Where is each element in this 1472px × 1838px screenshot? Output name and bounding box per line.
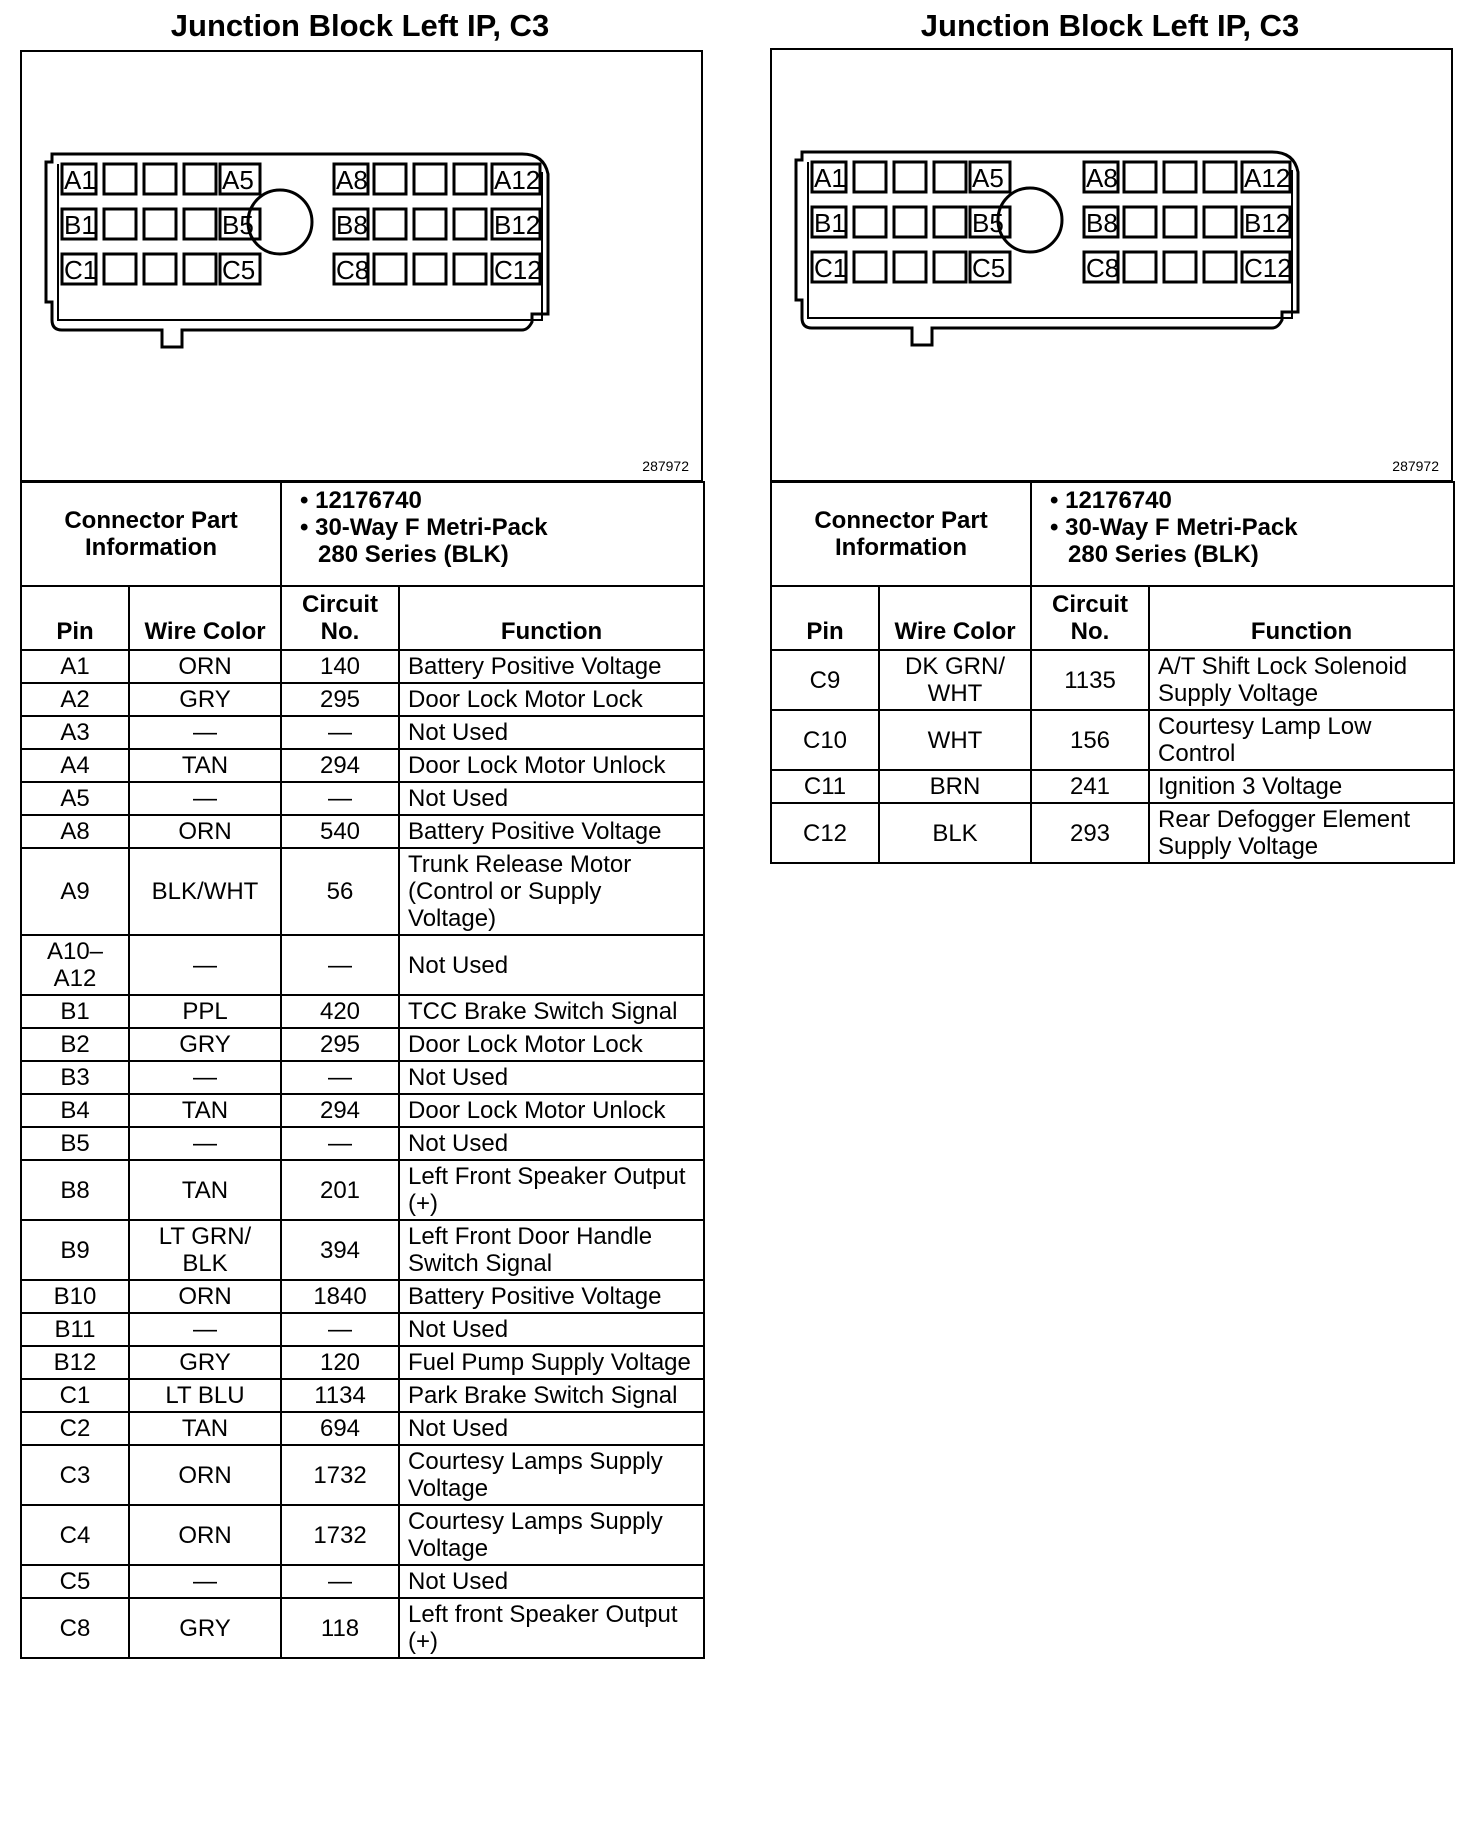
table-row	[21, 995, 704, 1028]
wire-color-cell: —	[129, 1313, 281, 1346]
pin-cavity	[374, 164, 406, 194]
circuit-cell: 294	[281, 749, 399, 782]
wire-color-cell: TAN	[129, 749, 281, 782]
circuit-cell: 295	[281, 1028, 399, 1061]
pin-label: C1	[64, 255, 98, 285]
pin-cell: B8	[21, 1160, 129, 1220]
right-header-pin: Pin	[771, 586, 879, 650]
pin-cell: B5	[21, 1127, 129, 1160]
pin-label: C12	[1244, 253, 1292, 283]
function-cell: Not Used	[399, 1565, 704, 1598]
function-cell: Ignition 3 Voltage	[1149, 770, 1454, 803]
function-cell: Door Lock Motor Unlock	[399, 749, 704, 782]
circuit-cell: —	[281, 782, 399, 815]
pin-cell: A5	[21, 782, 129, 815]
left-header-pin: Pin	[21, 586, 129, 650]
pin-cavity	[1124, 207, 1156, 237]
table-row	[21, 1505, 704, 1565]
pin-cavity	[1124, 162, 1156, 192]
function-cell: Park Brake Switch Signal	[399, 1379, 704, 1412]
circuit-cell: 1135	[1031, 650, 1149, 710]
pin-cavity	[414, 209, 446, 239]
function-cell: Courtesy Lamps Supply Voltage	[399, 1505, 704, 1565]
right-part-desc-1: 30-Way F Metri-Pack	[1065, 514, 1298, 541]
wire-color-cell: —	[129, 716, 281, 749]
function-cell: Door Lock Motor Lock	[399, 683, 704, 716]
pin-cavity	[184, 254, 216, 284]
right-pin-table	[770, 481, 1455, 864]
pin-cavity	[854, 162, 886, 192]
connector-body	[796, 152, 1298, 345]
table-row	[21, 1094, 704, 1127]
pin-cavity	[104, 164, 136, 194]
wire-color-cell: GRY	[129, 1346, 281, 1379]
table-row	[21, 1028, 704, 1061]
circuit-cell: 295	[281, 683, 399, 716]
wire-color-cell: BLK/WHT	[129, 848, 281, 935]
pin-cell: B11	[21, 1313, 129, 1346]
table-row	[21, 749, 704, 782]
function-cell: Not Used	[399, 1313, 704, 1346]
function-cell: Left front Speaker Output (+)	[399, 1598, 704, 1658]
function-cell: Courtesy Lamp Low Control	[1149, 710, 1454, 770]
left-header-wire: Wire Color	[129, 586, 281, 650]
pin-cell: B10	[21, 1280, 129, 1313]
table-row	[771, 803, 1454, 863]
pin-label: C8	[1086, 253, 1120, 283]
circuit-cell: 293	[1031, 803, 1149, 863]
function-cell: Not Used	[399, 1127, 704, 1160]
pin-cell: C9	[771, 650, 879, 710]
circuit-cell: —	[281, 1127, 399, 1160]
left-connector-drawing	[22, 52, 702, 482]
pin-cavity	[104, 209, 136, 239]
pin-label: A12	[494, 165, 541, 195]
right-part-number: 12176740	[1065, 487, 1172, 514]
circuit-cell: 294	[281, 1094, 399, 1127]
table-row	[21, 650, 704, 683]
table-row	[21, 1346, 704, 1379]
wire-color-cell: —	[129, 782, 281, 815]
left-part-number: 12176740	[315, 487, 422, 514]
center-hole	[248, 190, 312, 254]
right-connector-part-label: Connector Part Information	[771, 482, 1031, 586]
pin-label: B12	[1244, 208, 1291, 238]
wire-color-cell: LT BLU	[129, 1379, 281, 1412]
left-part-desc-2: 280 Series (BLK)	[318, 541, 509, 568]
pin-label: A8	[336, 165, 368, 195]
pin-label: B8	[336, 210, 368, 240]
circuit-cell: 120	[281, 1346, 399, 1379]
left-connector-diagram	[20, 50, 703, 482]
wire-color-cell: DK GRN/ WHT	[879, 650, 1031, 710]
right-header-circuit: Circuit No.	[1031, 586, 1149, 650]
pin-label: A1	[64, 165, 96, 195]
pin-cell: A4	[21, 749, 129, 782]
wire-color-cell: GRY	[129, 1028, 281, 1061]
circuit-cell: 201	[281, 1160, 399, 1220]
table-row	[21, 935, 704, 995]
wire-color-cell: —	[129, 1127, 281, 1160]
pin-cell: B12	[21, 1346, 129, 1379]
wire-color-cell: GRY	[129, 1598, 281, 1658]
pin-cell: C3	[21, 1445, 129, 1505]
pin-cell: C2	[21, 1412, 129, 1445]
pin-cavity	[374, 209, 406, 239]
pin-cavity	[1204, 162, 1236, 192]
pin-cell: C8	[21, 1598, 129, 1658]
pin-cell: C1	[21, 1379, 129, 1412]
pin-cavity	[144, 254, 176, 284]
left-pin-table	[20, 481, 705, 1659]
circuit-cell: 1732	[281, 1445, 399, 1505]
pin-cell: A10–A12	[21, 935, 129, 995]
pin-cavity	[934, 207, 966, 237]
table-row	[21, 683, 704, 716]
pin-cavity	[934, 252, 966, 282]
pin-label: A1	[814, 163, 846, 193]
function-cell: Not Used	[399, 935, 704, 995]
table-row	[21, 1379, 704, 1412]
table-row	[21, 1445, 704, 1505]
function-cell: Not Used	[399, 1061, 704, 1094]
table-row	[771, 650, 1454, 710]
table-row	[21, 782, 704, 815]
wire-color-cell: TAN	[129, 1094, 281, 1127]
pin-cell: A1	[21, 650, 129, 683]
pin-cell: C5	[21, 1565, 129, 1598]
circuit-cell: 1732	[281, 1505, 399, 1565]
pin-cell: A3	[21, 716, 129, 749]
circuit-cell: 1134	[281, 1379, 399, 1412]
function-cell: Courtesy Lamps Supply Voltage	[399, 1445, 704, 1505]
function-cell: Door Lock Motor Lock	[399, 1028, 704, 1061]
circuit-cell: 56	[281, 848, 399, 935]
table-row	[21, 1220, 704, 1280]
wire-color-cell: LT GRN/ BLK	[129, 1220, 281, 1280]
function-cell: Battery Positive Voltage	[399, 1280, 704, 1313]
function-cell: Trunk Release Motor (Control or Supply Voltage)	[399, 848, 704, 935]
pin-label: C8	[336, 255, 370, 285]
pin-cell: B4	[21, 1094, 129, 1127]
wire-color-cell: TAN	[129, 1160, 281, 1220]
wire-color-cell: ORN	[129, 1505, 281, 1565]
pin-cavity	[454, 164, 486, 194]
wire-color-cell: BRN	[879, 770, 1031, 803]
pin-cell: B2	[21, 1028, 129, 1061]
left-header-circuit: Circuit No.	[281, 586, 399, 650]
circuit-cell: 694	[281, 1412, 399, 1445]
circuit-cell: 156	[1031, 710, 1149, 770]
pin-cavity	[854, 252, 886, 282]
function-cell: Rear Defogger Element Supply Voltage	[1149, 803, 1454, 863]
table-row	[21, 1598, 704, 1658]
pin-cavity	[1164, 252, 1196, 282]
table-row	[21, 1127, 704, 1160]
wire-color-cell: —	[129, 935, 281, 995]
pin-label: A8	[1086, 163, 1118, 193]
pin-cavity	[454, 209, 486, 239]
circuit-cell: 540	[281, 815, 399, 848]
circuit-cell: —	[281, 716, 399, 749]
pin-cell: A2	[21, 683, 129, 716]
pin-label: B5	[222, 210, 254, 240]
circuit-cell: 241	[1031, 770, 1149, 803]
table-row	[21, 1280, 704, 1313]
pin-label: B1	[64, 210, 96, 240]
function-cell: Left Front Door Handle Switch Signal	[399, 1220, 704, 1280]
pin-label: A12	[1244, 163, 1291, 193]
pin-cavity	[1204, 252, 1236, 282]
table-row	[21, 1412, 704, 1445]
pin-cavity	[454, 254, 486, 284]
right-header-function: Function	[1149, 586, 1454, 650]
pin-cavity	[894, 162, 926, 192]
wire-color-cell: ORN	[129, 1280, 281, 1313]
circuit-cell: 140	[281, 650, 399, 683]
pin-cavity	[104, 254, 136, 284]
pin-label: C5	[222, 255, 256, 285]
circuit-cell: —	[281, 935, 399, 995]
pin-label: A5	[222, 165, 254, 195]
left-header-function: Function	[399, 586, 704, 650]
pin-cell: C4	[21, 1505, 129, 1565]
function-cell: Not Used	[399, 716, 704, 749]
pin-cavity	[894, 207, 926, 237]
pin-cavity	[144, 209, 176, 239]
pin-cell: B3	[21, 1061, 129, 1094]
function-cell: TCC Brake Switch Signal	[399, 995, 704, 1028]
circuit-cell: 1840	[281, 1280, 399, 1313]
circuit-cell: 394	[281, 1220, 399, 1280]
pin-cavity	[894, 252, 926, 282]
pin-cell: B1	[21, 995, 129, 1028]
pin-label: B12	[494, 210, 541, 240]
function-cell: Not Used	[399, 782, 704, 815]
right-connector-diagram	[770, 48, 1453, 482]
wire-color-cell: ORN	[129, 1445, 281, 1505]
left-part-desc-1: 30-Way F Metri-Pack	[315, 514, 548, 541]
circuit-cell: 420	[281, 995, 399, 1028]
pin-cavity	[1164, 162, 1196, 192]
wire-color-cell: WHT	[879, 710, 1031, 770]
table-row	[21, 815, 704, 848]
table-row	[771, 770, 1454, 803]
wire-color-cell: ORN	[129, 650, 281, 683]
pin-cavity	[1204, 207, 1236, 237]
left-title: Junction Block Left IP, C3	[170, 8, 550, 43]
function-cell: Door Lock Motor Unlock	[399, 1094, 704, 1127]
pin-cavity	[1164, 207, 1196, 237]
circuit-cell: —	[281, 1565, 399, 1598]
table-row	[21, 716, 704, 749]
pin-label: C1	[814, 253, 848, 283]
pin-label: C12	[494, 255, 542, 285]
table-row	[21, 1160, 704, 1220]
left-connector-part-info: • 12176740 • 30-Way F Metri-Pack 280 Series (BLK)	[281, 482, 704, 586]
center-hole	[998, 188, 1062, 252]
pin-cavity	[934, 162, 966, 192]
table-row	[21, 1565, 704, 1598]
pin-cavity	[854, 207, 886, 237]
right-connector-drawing	[772, 50, 1452, 480]
right-figure-id: 287972	[1392, 458, 1439, 474]
wire-color-cell: —	[129, 1565, 281, 1598]
pin-label: C5	[972, 253, 1006, 283]
pin-cell: C10	[771, 710, 879, 770]
left-connector-part-label: Connector Part Information	[21, 482, 281, 586]
pin-label: B8	[1086, 208, 1118, 238]
right-connector-part-info: • 12176740 • 30-Way F Metri-Pack 280 Series (BLK)	[1031, 482, 1454, 586]
circuit-cell: —	[281, 1061, 399, 1094]
right-header-wire: Wire Color	[879, 586, 1031, 650]
function-cell: Not Used	[399, 1412, 704, 1445]
pin-cavity	[414, 164, 446, 194]
wire-color-cell: ORN	[129, 815, 281, 848]
pin-cell: A8	[21, 815, 129, 848]
pin-cell: A9	[21, 848, 129, 935]
pin-cavity	[184, 164, 216, 194]
function-cell: A/T Shift Lock Solenoid Supply Voltage	[1149, 650, 1454, 710]
function-cell: Battery Positive Voltage	[399, 650, 704, 683]
function-cell: Left Front Speaker Output (+)	[399, 1160, 704, 1220]
left-figure-id: 287972	[642, 458, 689, 474]
circuit-cell: —	[281, 1313, 399, 1346]
wire-color-cell: BLK	[879, 803, 1031, 863]
right-part-desc-2: 280 Series (BLK)	[1068, 541, 1259, 568]
wire-color-cell: PPL	[129, 995, 281, 1028]
table-row	[21, 848, 704, 935]
pin-label: B5	[972, 208, 1004, 238]
pin-cavity	[414, 254, 446, 284]
pin-cell: C11	[771, 770, 879, 803]
wire-color-cell: TAN	[129, 1412, 281, 1445]
pin-cavity	[144, 164, 176, 194]
wire-color-cell: GRY	[129, 683, 281, 716]
connector-body	[46, 154, 548, 347]
function-cell: Fuel Pump Supply Voltage	[399, 1346, 704, 1379]
function-cell: Battery Positive Voltage	[399, 815, 704, 848]
pin-cell: B9	[21, 1220, 129, 1280]
circuit-cell: 118	[281, 1598, 399, 1658]
table-row	[21, 1313, 704, 1346]
right-title: Junction Block Left IP, C3	[920, 8, 1300, 43]
table-row	[771, 710, 1454, 770]
pin-cavity	[374, 254, 406, 284]
pin-label: A5	[972, 163, 1004, 193]
pin-cavity	[184, 209, 216, 239]
pin-label: B1	[814, 208, 846, 238]
table-row	[21, 1061, 704, 1094]
pin-cell: C12	[771, 803, 879, 863]
wire-color-cell: —	[129, 1061, 281, 1094]
pin-cavity	[1124, 252, 1156, 282]
